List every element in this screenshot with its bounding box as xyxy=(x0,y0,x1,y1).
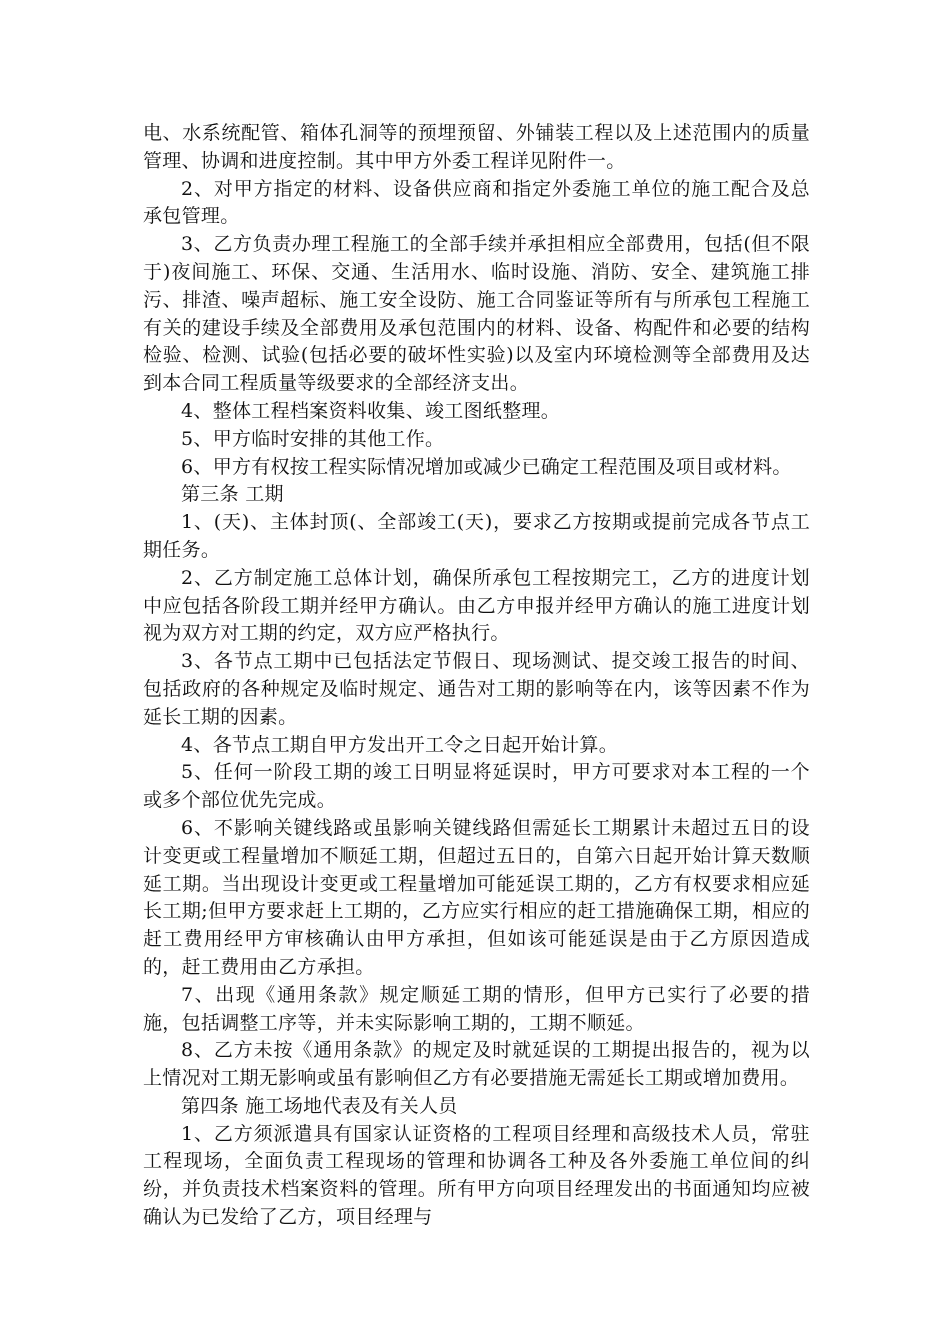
paragraph-7: 1、(天)、主体封顶(、全部竣工(天)，要求乙方按期或提前完成各节点工期任务。 xyxy=(143,511,810,561)
paragraph-6: 6、甲方有权按工程实际情况增加或减少已确定工程范围及项目或材料。 xyxy=(181,455,792,478)
paragraph-14: 8、乙方未按《通用条款》的规定及时就延误的工期提出报告的，视为以上情况对工期无影响或虽有影响但乙方有必要措施无需延长工期或增加费用。 xyxy=(143,1039,810,1090)
paragraph-3: 3、乙方负责办理工程施工的全部手续并承担相应全部费用，包括(但不限于)夜间施工、环保、交通、生活用水、临时设施、消防、安全、建筑施工排污、排渣、噪声超标、施工安全设防、施工合同鉴证等所有与所承包工程施工有关的建设手续及全部费用及承包范围内的材料、设备、构配件和必要的结构检验、检测、试验(包括必要的破坏性实验)以及室内环境检测等全部费用及达到本合同工程质量等级要求的全部经济支出。 xyxy=(143,233,810,395)
paragraph-12: 6、不影响关键线路或虽影响关键线路但需延长工期累计未超过五日的设计变更或工程量增加不顺延工期，但超过五日的，自第六日起开始计算天数顺延工期。当出现设计变更或工程量增加可能延误工期的，乙方有权要求相应延长工期;但甲方要求赶上工期的，乙方应实行相应的赶工措施确保工期，相应的赶工费用经甲方审核确认由甲方承担，但如该可能延误是由于乙方原因造成的，赶工费用由乙方承担。 xyxy=(143,816,810,978)
paragraph-10: 4、各节点工期自甲方发出开工令之日起开始计算。 xyxy=(181,733,618,756)
paragraph-1: 电、水系统配管、箱体孔洞等的预埋预留、外铺装工程以及上述范围内的质量管理、协调和进度控制。其中甲方外委工程详见附件一。 xyxy=(143,122,810,172)
paragraph-11: 5、任何一阶段工期的竣工日明显将延误时，甲方可要求对本工程的一个或多个部位优先完成。 xyxy=(143,761,810,812)
paragraph-9: 3、各节点工期中已包括法定节假日、现场测试、提交竣工报告的时间、包括政府的各种规定及临时规定、通告对工期的影响等在内，该等因素不作为延长工期的因素。 xyxy=(143,650,810,728)
paragraph-4: 4、整体工程档案资料收集、竣工图纸整理。 xyxy=(181,399,561,422)
document-page xyxy=(143,120,810,1232)
paragraph-2: 2、对甲方指定的材料、设备供应商和指定外委施工单位的施工配合及总承包管理。 xyxy=(143,177,810,228)
paragraph-13: 7、出现《通用条款》规定顺延工期的情形，但甲方已实行了必要的措施，包括调整工序等，并未实际影响工期的，工期不顺延。 xyxy=(143,983,810,1034)
section-heading-article-3: 第三条 工期 xyxy=(181,483,284,506)
paragraph-8: 2、乙方制定施工总体计划，确保所承包工程按期完工，乙方的进度计划中应包括各阶段工期并经甲方确认。由乙方申报并经甲方确认的施工进度计划视为双方对工期的约定，双方应严格执行。 xyxy=(143,566,810,645)
section-heading-article-4: 第四条 施工场地代表及有关人员 xyxy=(181,1094,458,1117)
paragraph-15: 1、乙方须派遣具有国家认证资格的工程项目经理和高级技术人员，常驻工程现场，全面负责工程现场的管理和协调各工种及各外委施工单位间的纠纷，并负责技术档案资料的管理。所有甲方向项目经理发出的书面通知均应被确认为已发给了乙方，项目经理与 xyxy=(143,1122,810,1229)
paragraph-5: 5、甲方临时安排的其他工作。 xyxy=(181,427,445,450)
